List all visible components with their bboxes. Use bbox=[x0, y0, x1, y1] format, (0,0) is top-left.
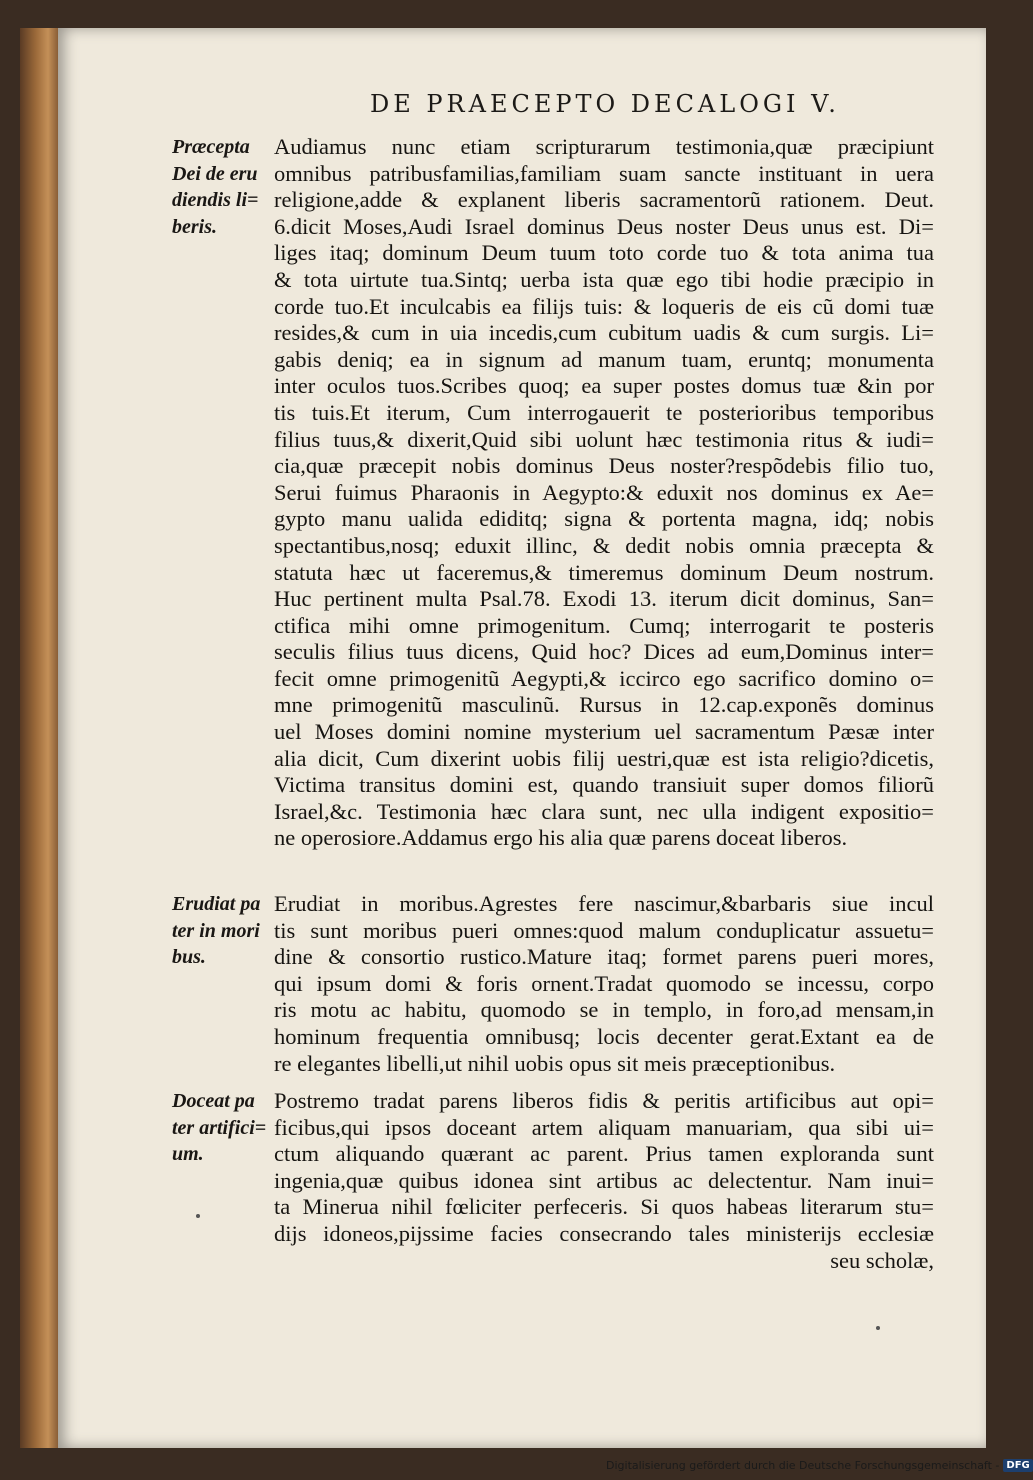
text-line: seculis filius tuus dicens, Quid hoc? Dices ad eum,Dominus inter= bbox=[274, 639, 934, 665]
paragraph-2 bbox=[274, 891, 934, 1077]
text-line: seu scholæ, bbox=[830, 1247, 934, 1273]
text-line: & tota uirtute tua.Sintq; uerba ista quæ ego tibi hodie præcipio in bbox=[274, 266, 934, 292]
text-line: 6.dicit Moses,Audi Israel dominus Deus noster Deus unus est. Di= bbox=[274, 213, 934, 239]
text-line: gypto manu ualida ediditq; signa & portenta magna, idq; nobis bbox=[274, 506, 934, 532]
margin-note-line: ter in mori bbox=[172, 919, 260, 942]
book-spine-edge bbox=[20, 28, 60, 1448]
text-line: spectantibus,nosq; eduxit illinc, & dedit nobis omnia præcepta & bbox=[274, 532, 934, 558]
text-line: ris motu ac habitu, quomodo se in templo, in foro,ad mensam,in bbox=[274, 997, 934, 1023]
text-line: Audiamus nunc etiam scripturarum testimonia,quæ præcipiunt bbox=[274, 134, 934, 159]
text-line: uel Moses domini nomine mysterium uel sacramentum Pæsæ inter bbox=[274, 719, 934, 745]
text-line: ctifica mihi omne primogenitum. Cumq; interrogarit te posteris bbox=[274, 612, 934, 638]
text-line: Huc pertinent multa Psal.78. Exodi 13. iterum dicit dominus, San= bbox=[274, 586, 934, 612]
text-line: ne operosiore.Addamus ergo his alia quæ parens doceat liberos. bbox=[274, 825, 848, 851]
text-line: gabis deniq; ea in signum ad manum tuam, eruntq; monumenta bbox=[274, 346, 934, 372]
text-line: Israel,&c. Testimonia hæc clara sunt, nec ulla indigent expositio= bbox=[274, 798, 934, 824]
text-line: Serui fuimus Pharaonis in Aegypto:& eduxit nos dominus ex Ae= bbox=[274, 479, 934, 505]
text-line: ta Minerua nihil fœliciter perfeceris. Si quos habeas literarum stu= bbox=[274, 1194, 934, 1220]
text-line: filius tuus,& dixerit,Quid sibi uolunt hæc testimonia ritus & iudi= bbox=[274, 426, 934, 452]
margin-note-3 bbox=[172, 1088, 272, 1168]
text-line: statuta hæc ut faceremus,& timeremus dominum Deum nostrum. bbox=[274, 559, 934, 585]
margin-note-line: Erudiat pa bbox=[172, 893, 261, 915]
margin-note-line: um. bbox=[172, 1143, 204, 1166]
text-line: hominum frequentia omnibusq; locis decenter gerat.Extant ea de bbox=[274, 1023, 934, 1049]
text-line: Postremo tradat parens liberos fidis & peritis artificibus aut opi= bbox=[274, 1088, 934, 1113]
text-line: re elegantes libelli,ut nihil uobis opus sit meis præceptionibus. bbox=[274, 1050, 836, 1076]
text-line: qui ipsum domi & foris ornent.Tradat quomodo se incessu, corpo bbox=[274, 970, 934, 996]
running-head: DE PRAECEPTO DECALOGI V. bbox=[370, 90, 840, 118]
text-line: Victima transitus domini est, quando transiuit super domos filiorũ bbox=[274, 772, 934, 798]
dfg-logo: DFG bbox=[1003, 1459, 1032, 1472]
text-line: tis sunt moribus pueri omnes:quod malum conduplicatur assuetu= bbox=[274, 917, 934, 943]
text-line: liges itaq; dominum Deum tuum toto corde tuo & tota anima tua bbox=[274, 240, 934, 266]
text-line: religione,adde & explanent liberis sacramentorũ rationem. Deut. bbox=[274, 187, 934, 213]
ink-speck bbox=[196, 1214, 200, 1218]
margin-note-line: Doceat pa bbox=[172, 1090, 255, 1112]
margin-note-line: beris. bbox=[172, 215, 217, 238]
margin-note-2 bbox=[172, 891, 272, 971]
text-line: ficibus,qui ipsos doceant artem aliquam manuariam, qua sibi ui= bbox=[274, 1114, 934, 1140]
text-line: cia,quæ præcepit nobis dominus Deus noster?respõdebis filio tuo, bbox=[274, 453, 934, 479]
paragraph-1 bbox=[274, 134, 934, 852]
margin-note-1 bbox=[172, 134, 272, 240]
text-line: dine & consortio rustico.Mature itaq; formet parens pueri mores, bbox=[274, 944, 934, 970]
margin-note-line: diendis li= bbox=[172, 189, 259, 212]
text-line: alia dicit, Cum dixerint uobis filij uestri,quæ est ista religio?dicetis, bbox=[274, 745, 934, 771]
margin-note-line: ter artifici= bbox=[172, 1116, 267, 1139]
text-line: omnibus patribusfamilias,familiam suam sancte instituant in uera bbox=[274, 160, 934, 186]
digitization-footer bbox=[606, 1455, 1030, 1475]
text-line: resides,& cum in uia incedis,cum cubitum uadis & cum surgis. Li= bbox=[274, 320, 934, 346]
text-line: ingenia,quæ quibus idonea sint artibus ac delectentur. Nam inui= bbox=[274, 1167, 934, 1193]
text-line: Erudiat in moribus.Agrestes fere nascimur,&barbaris siue incul bbox=[274, 891, 934, 916]
text-line: inter oculos tuos.Scribes quoq; ea super postes domus tuæ &in por bbox=[274, 373, 934, 399]
paragraph-3 bbox=[274, 1088, 934, 1274]
text-line: dijs idoneos,pijssime facies consecrando tales ministerijs ecclesiæ bbox=[274, 1220, 934, 1246]
text-line: ctum aliquando quærant ac parent. Prius tamen exploranda sunt bbox=[274, 1141, 934, 1167]
text-line: mne primogenitũ masculinũ. Rursus in 12.cap.exponẽs dominus bbox=[274, 692, 934, 718]
text-line: fecit omne primogenitũ Aegypti,& iccirco ego sacrifico domino o= bbox=[274, 665, 934, 691]
margin-note-line: bus. bbox=[172, 946, 206, 969]
footer-text: Digitalisierung gefördert durch die Deutsche Forschungsgemeinschaft - bbox=[606, 1458, 1000, 1472]
text-line: corde tuo.Et inculcabis ea filijs tuis: & loqueris de eis cũ domi tuæ bbox=[274, 293, 934, 319]
ink-speck bbox=[876, 1326, 880, 1330]
margin-note-line: Præcepta bbox=[172, 136, 250, 158]
text-line: tis tuis.Et iterum, Cum interrogauerit te posterioribus temporibus bbox=[274, 399, 934, 425]
margin-note-line: Dei de eru bbox=[172, 162, 258, 185]
